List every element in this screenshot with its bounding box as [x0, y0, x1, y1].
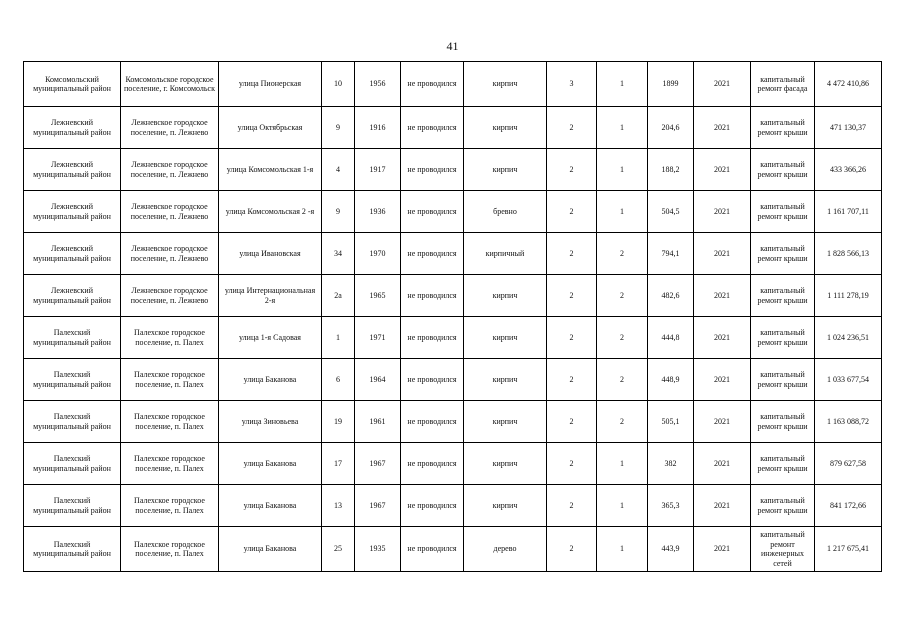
table-row [24, 359, 882, 401]
cell-district: Палехский муниципальный район [24, 317, 121, 359]
cell-wall-material: бревно [464, 191, 547, 233]
cell-entrances: 2 [597, 233, 648, 275]
cell-plan-year: 2021 [694, 149, 751, 191]
cell-year-built: 1971 [355, 317, 401, 359]
cell-privatization: не проводился [401, 275, 464, 317]
table-row [24, 527, 882, 572]
cell-district: Лежневский муниципальный район [24, 149, 121, 191]
table-row [24, 443, 882, 485]
cell-plan-year: 2021 [694, 107, 751, 149]
cell-privatization: не проводился [401, 401, 464, 443]
cell-district: Лежневский муниципальный район [24, 275, 121, 317]
cell-plan-year: 2021 [694, 275, 751, 317]
cell-area: 482,6 [648, 275, 694, 317]
cell-wall-material: кирпич [464, 443, 547, 485]
cell-street: улица 1-я Садовая [219, 317, 322, 359]
table-row [24, 317, 882, 359]
cell-work-type: капитальный ремонт крыши [751, 443, 815, 485]
table-row [24, 107, 882, 149]
cell-house: 17 [322, 443, 355, 485]
cell-cost: 471 130,37 [815, 107, 882, 149]
cell-work-type: капитальный ремонт крыши [751, 233, 815, 275]
cell-district: Лежневский муниципальный район [24, 107, 121, 149]
cell-area: 448,9 [648, 359, 694, 401]
cell-street: улица Баканова [219, 443, 322, 485]
cell-wall-material: кирпич [464, 485, 547, 527]
cell-privatization: не проводился [401, 233, 464, 275]
cell-settlement: Лежневское городское поселение, п. Лежнево [121, 107, 219, 149]
cell-plan-year: 2021 [694, 233, 751, 275]
cell-privatization: не проводился [401, 191, 464, 233]
cell-house: 4 [322, 149, 355, 191]
cell-work-type: капитальный ремонт крыши [751, 191, 815, 233]
cell-house: 1 [322, 317, 355, 359]
cell-house: 10 [322, 62, 355, 107]
cell-house: 34 [322, 233, 355, 275]
cell-street: улица Пионерская [219, 62, 322, 107]
cell-privatization: не проводился [401, 62, 464, 107]
cell-privatization: не проводился [401, 149, 464, 191]
cell-settlement: Лежневское городское поселение, п. Лежнево [121, 233, 219, 275]
cell-settlement: Палехское городское поселение, п. Палех [121, 317, 219, 359]
cell-house: 9 [322, 107, 355, 149]
cell-privatization: не проводился [401, 107, 464, 149]
cell-entrances: 1 [597, 62, 648, 107]
cell-area: 443,9 [648, 527, 694, 572]
cell-cost: 1 033 677,54 [815, 359, 882, 401]
cell-year-built: 1964 [355, 359, 401, 401]
cell-area: 382 [648, 443, 694, 485]
cell-district: Палехский муниципальный район [24, 485, 121, 527]
cell-plan-year: 2021 [694, 317, 751, 359]
cell-house: 6 [322, 359, 355, 401]
cell-privatization: не проводился [401, 485, 464, 527]
cell-area: 188,2 [648, 149, 694, 191]
cell-settlement: Комсомольское городское поселение, г. Комсомольск [121, 62, 219, 107]
cell-work-type: капитальный ремонт крыши [751, 317, 815, 359]
table-row [24, 485, 882, 527]
cell-house: 13 [322, 485, 355, 527]
cell-plan-year: 2021 [694, 191, 751, 233]
cell-privatization: не проводился [401, 527, 464, 572]
cell-entrances: 2 [597, 359, 648, 401]
table-row [24, 401, 882, 443]
cell-floors: 2 [547, 359, 597, 401]
cell-street: улица Баканова [219, 359, 322, 401]
cell-plan-year: 2021 [694, 401, 751, 443]
cell-wall-material: кирпич [464, 107, 547, 149]
cell-district: Лежневский муниципальный район [24, 233, 121, 275]
table-row [24, 62, 882, 107]
cell-area: 444,8 [648, 317, 694, 359]
cell-area: 794,1 [648, 233, 694, 275]
cell-work-type: капитальный ремонт крыши [751, 149, 815, 191]
cell-street: улица Баканова [219, 527, 322, 572]
cell-work-type: капитальный ремонт крыши [751, 359, 815, 401]
table-body [24, 62, 882, 572]
cell-privatization: не проводился [401, 443, 464, 485]
cell-privatization: не проводился [401, 359, 464, 401]
cell-entrances: 2 [597, 401, 648, 443]
cell-settlement: Палехское городское поселение, п. Палех [121, 443, 219, 485]
cell-street: улица Баканова [219, 485, 322, 527]
cell-privatization: не проводился [401, 317, 464, 359]
cell-cost: 1 828 566,13 [815, 233, 882, 275]
cell-floors: 2 [547, 233, 597, 275]
cell-cost: 841 172,66 [815, 485, 882, 527]
cell-district: Палехский муниципальный район [24, 401, 121, 443]
cell-year-built: 1967 [355, 443, 401, 485]
cell-wall-material: кирпич [464, 149, 547, 191]
cell-street: улица Ивановская [219, 233, 322, 275]
cell-cost: 1 163 088,72 [815, 401, 882, 443]
cell-cost: 1 111 278,19 [815, 275, 882, 317]
cell-work-type: капитальный ремонт фасада [751, 62, 815, 107]
cell-street: улица Комсомольская 1-я [219, 149, 322, 191]
cell-entrances: 2 [597, 275, 648, 317]
cell-settlement: Лежневское городское поселение, п. Лежнево [121, 191, 219, 233]
cell-plan-year: 2021 [694, 443, 751, 485]
cell-cost: 1 217 675,41 [815, 527, 882, 572]
table-row [24, 233, 882, 275]
cell-cost: 433 366,26 [815, 149, 882, 191]
cell-street: улица Комсомольская 2 -я [219, 191, 322, 233]
cell-district: Палехский муниципальный район [24, 359, 121, 401]
cell-district: Лежневский муниципальный район [24, 191, 121, 233]
cell-floors: 3 [547, 62, 597, 107]
cell-wall-material: кирпич [464, 275, 547, 317]
housing-repair-table [23, 61, 882, 572]
cell-area: 204,6 [648, 107, 694, 149]
cell-district: Комсомольский муниципальный район [24, 62, 121, 107]
cell-settlement: Лежневское городское поселение, п. Лежнево [121, 275, 219, 317]
cell-wall-material: кирпич [464, 62, 547, 107]
cell-year-built: 1916 [355, 107, 401, 149]
cell-cost: 1 024 236,51 [815, 317, 882, 359]
cell-street: улица Интернациональная 2-я [219, 275, 322, 317]
cell-house: 2а [322, 275, 355, 317]
cell-house: 25 [322, 527, 355, 572]
cell-plan-year: 2021 [694, 359, 751, 401]
cell-floors: 2 [547, 401, 597, 443]
cell-wall-material: кирпичный [464, 233, 547, 275]
cell-year-built: 1961 [355, 401, 401, 443]
cell-house: 19 [322, 401, 355, 443]
cell-plan-year: 2021 [694, 527, 751, 572]
cell-area: 505,1 [648, 401, 694, 443]
cell-floors: 2 [547, 485, 597, 527]
cell-area: 504,5 [648, 191, 694, 233]
cell-cost: 879 627,58 [815, 443, 882, 485]
cell-district: Палехский муниципальный район [24, 443, 121, 485]
cell-settlement: Лежневское городское поселение, п. Лежнево [121, 149, 219, 191]
cell-entrances: 1 [597, 191, 648, 233]
cell-cost: 1 161 707,11 [815, 191, 882, 233]
cell-year-built: 1965 [355, 275, 401, 317]
cell-work-type: капитальный ремонт крыши [751, 401, 815, 443]
cell-wall-material: кирпич [464, 317, 547, 359]
cell-year-built: 1936 [355, 191, 401, 233]
cell-work-type: капитальный ремонт крыши [751, 275, 815, 317]
cell-area: 365,3 [648, 485, 694, 527]
cell-settlement: Палехское городское поселение, п. Палех [121, 401, 219, 443]
cell-year-built: 1935 [355, 527, 401, 572]
cell-floors: 2 [547, 443, 597, 485]
cell-work-type: капитальный ремонт крыши [751, 107, 815, 149]
table-row [24, 149, 882, 191]
cell-floors: 2 [547, 317, 597, 359]
cell-wall-material: кирпич [464, 401, 547, 443]
cell-floors: 2 [547, 107, 597, 149]
page-number: 41 [446, 39, 459, 53]
cell-house: 9 [322, 191, 355, 233]
table-row [24, 191, 882, 233]
cell-cost: 4 472 410,86 [815, 62, 882, 107]
cell-work-type: капитальный ремонт инженерных сетей [751, 527, 815, 572]
cell-year-built: 1970 [355, 233, 401, 275]
cell-year-built: 1956 [355, 62, 401, 107]
cell-plan-year: 2021 [694, 62, 751, 107]
cell-plan-year: 2021 [694, 485, 751, 527]
cell-area: 1899 [648, 62, 694, 107]
cell-floors: 2 [547, 527, 597, 572]
cell-entrances: 1 [597, 527, 648, 572]
cell-wall-material: кирпич [464, 359, 547, 401]
cell-year-built: 1917 [355, 149, 401, 191]
cell-street: улица Зиновьева [219, 401, 322, 443]
cell-entrances: 1 [597, 485, 648, 527]
cell-settlement: Палехское городское поселение, п. Палех [121, 527, 219, 572]
cell-entrances: 1 [597, 149, 648, 191]
cell-work-type: капитальный ремонт крыши [751, 485, 815, 527]
cell-street: улица Октябрьская [219, 107, 322, 149]
cell-floors: 2 [547, 275, 597, 317]
table-row [24, 275, 882, 317]
cell-wall-material: дерево [464, 527, 547, 572]
cell-entrances: 1 [597, 443, 648, 485]
cell-settlement: Палехское городское поселение, п. Палех [121, 485, 219, 527]
cell-year-built: 1967 [355, 485, 401, 527]
cell-entrances: 2 [597, 317, 648, 359]
cell-settlement: Палехское городское поселение, п. Палех [121, 359, 219, 401]
cell-entrances: 1 [597, 107, 648, 149]
cell-floors: 2 [547, 149, 597, 191]
cell-district: Палехский муниципальный район [24, 527, 121, 572]
cell-floors: 2 [547, 191, 597, 233]
